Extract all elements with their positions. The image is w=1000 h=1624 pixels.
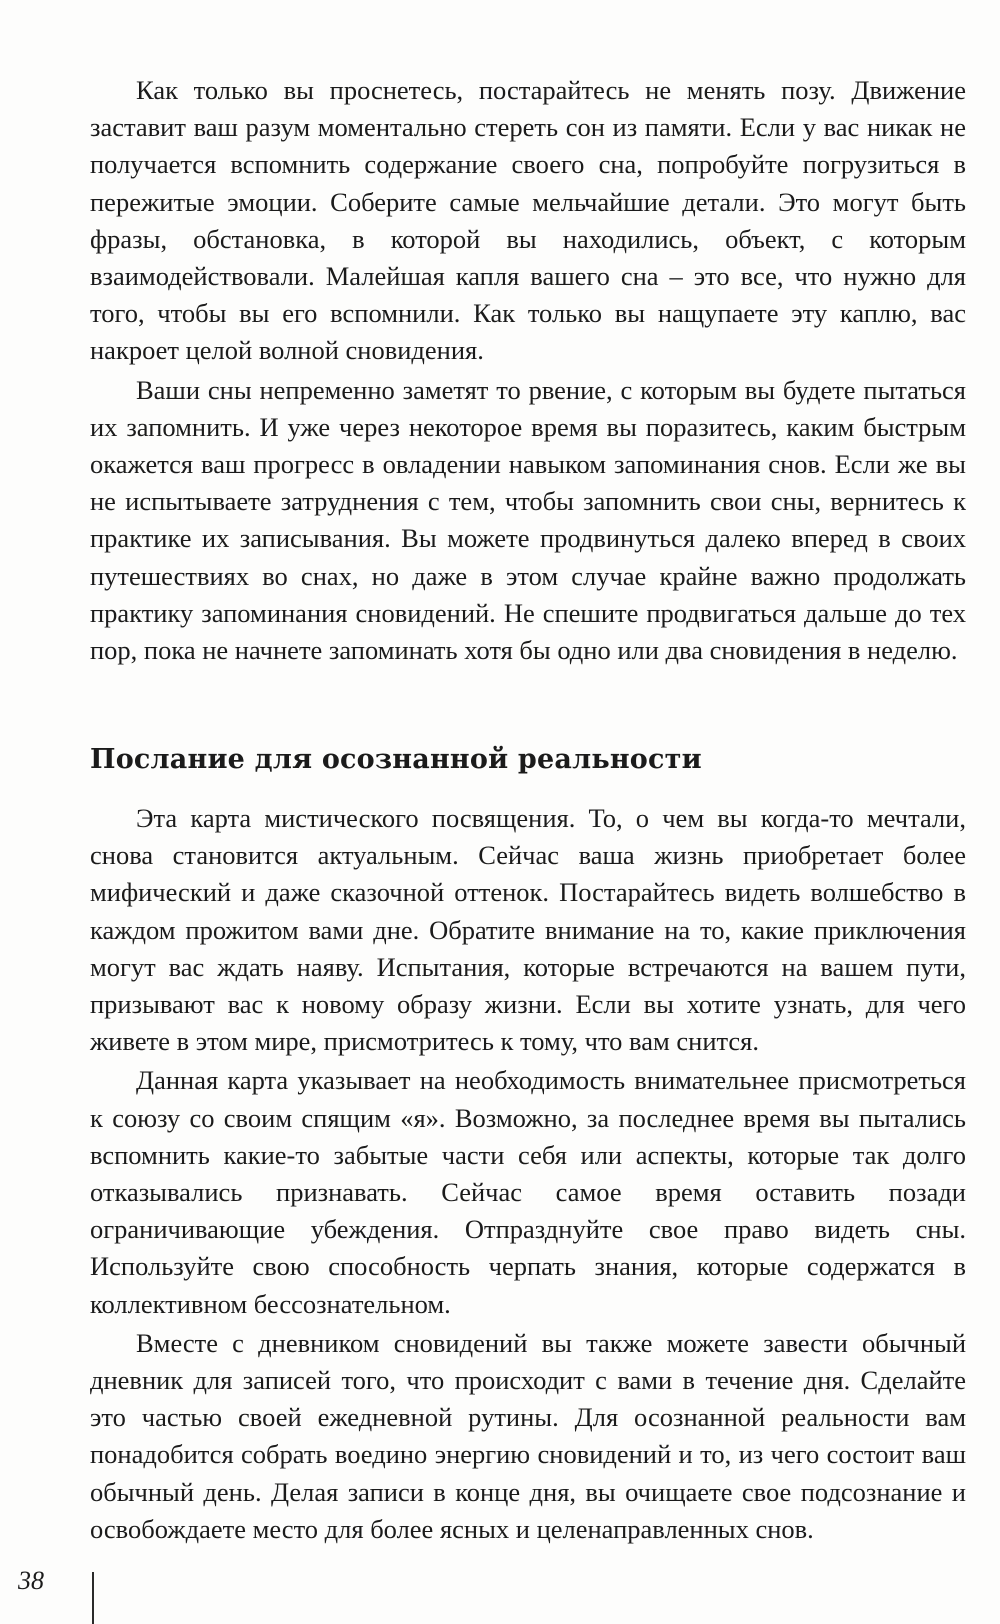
paragraph: Ваши сны непременно заметят то рвение, с которым вы будете пытаться их запомнить. И уже через некоторое время вы поразитесь, каким быстрым окажется ваш прогресс в овладении навыком запоминания снов. Если же вы не испытываете затруднения с тем, чтобы запомнить свои сны, вернитесь к практике их записывания. Вы можете продвинуться далеко вперед в своих путешествиях во снах, но даже в этом случае крайне важно продолжать практику запоминания сновидений. Не спешите продвигаться дальше до тех пор, пока не начнете запоминать хотя бы одно или два сновидения в неделю.: [90, 374, 966, 666]
section-dream-recall: [90, 72, 966, 669]
paragraph: Данная карта указывает на необходимость внимательнее присмотреться к союзу со своим спящим «я». Возможно, за последнее время вы пытались вспомнить какие-то забытые части себя или аспекты, которые так долго отказывались признавать. Сейчас самое время оставить позади ограничивающие убеждения. Отпразднуйте свое право видеть сны. Используйте свою способность черпать знания, которые содержатся в коллективном бессознательном.: [90, 1065, 966, 1319]
paragraph: Вместе с дневником сновидений вы также можете завести обычный дневник для записей того, что происходит с вами в течение дня. Сделайте это частью своей ежедневной рутины. Для осознанной реальности вам понадобится собрать воедино энергию сновидений и то, из чего состоит ваш обычный день. Делая записи в конце дня, вы очищаете свое подсознание и освобождаете место для более ясных и целенаправленных снов.: [90, 1327, 966, 1544]
paragraph: Эта карта мистического посвящения. То, о чем вы когда-то мечтали, снова становится актуальным. Сейчас ваша жизнь приобретает более мифический и даже сказочной оттенок. Постарайтесь видеть волшебство в каждом прожитом вами дне. Обратите внимание на то, какие приключения могут вас ждать наяву. Испытания, которые встречаются на вашем пути, призывают вас к новому образу жизни. Если вы хотите узнать, для чего живете в этом мире, присмотритесь к тому, что вам снится.: [90, 803, 966, 1057]
section-lucid-reality: [90, 800, 966, 1548]
page-number-divider: [92, 1572, 94, 1624]
page-number: 38: [18, 1566, 44, 1595]
paragraph: Как только вы проснетесь, постарайтесь не менять позу. Движение заставит ваш разум моментально стереть сон из памяти. Если у вас никак не получается вспомнить содержание своего сна, попробуйте погрузиться в пережитые эмоции. Соберите самые мельчайшие детали. Это могут быть фразы, обстановка, в которой вы находились, объект, с которым взаимодействовали. Малейшая капля вашего сна – это все, что нужно для того, чтобы вы его вспомнили. Как только вы нащупаете эту каплю, вас накроет целой волной сновидения.: [90, 75, 966, 366]
section-heading: Послание для осознанной реальности: [90, 744, 702, 775]
